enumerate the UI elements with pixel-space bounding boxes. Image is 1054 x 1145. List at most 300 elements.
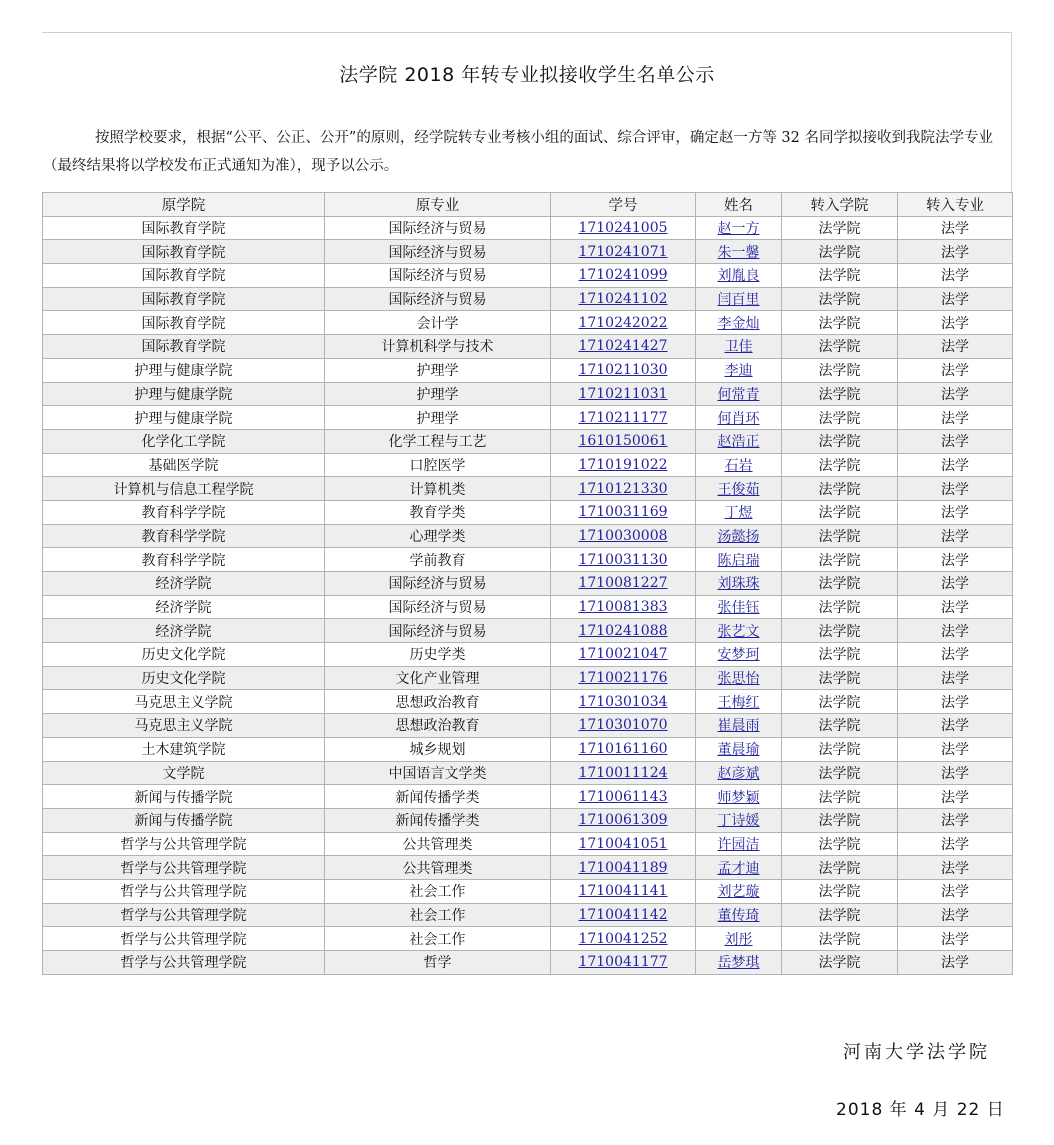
student-name-cell (696, 832, 782, 856)
original-college-cell: 计算机与信息工程学院 (43, 477, 325, 501)
student-id-link[interactable]: 1710301070 (578, 717, 668, 734)
target-major-cell: 法学 (898, 690, 1013, 714)
target-major-cell: 法学 (898, 808, 1013, 832)
target-college-cell: 法学院 (782, 714, 898, 738)
target-college-cell: 法学院 (782, 382, 898, 406)
student-id-link[interactable]: 1710011124 (578, 764, 668, 781)
original-major-cell: 思想政治教育 (325, 714, 551, 738)
page-frame-top (42, 32, 1012, 33)
target-college-cell: 法学院 (782, 548, 898, 572)
target-major-cell: 法学 (898, 572, 1013, 596)
target-college-cell: 法学院 (782, 240, 898, 264)
target-major-cell: 法学 (898, 951, 1013, 975)
original-college-cell: 基础医学院 (43, 453, 325, 477)
table-body (43, 216, 1013, 974)
student-name-cell (696, 808, 782, 832)
student-name-link[interactable]: 赵彦斌 (717, 765, 760, 782)
student-name-cell (696, 927, 782, 951)
student-id-link[interactable]: 1710021176 (578, 670, 668, 687)
target-college-cell: 法学院 (782, 785, 898, 809)
table-row (43, 311, 1013, 335)
table-row (43, 808, 1013, 832)
target-college-cell: 法学院 (782, 666, 898, 690)
target-college-cell: 法学院 (782, 287, 898, 311)
student-name-cell (696, 619, 782, 643)
table-row (43, 927, 1013, 951)
student-name-cell (696, 737, 782, 761)
student-name-link[interactable]: 刘胤良 (717, 268, 760, 285)
original-college-cell: 国际教育学院 (43, 216, 325, 240)
target-major-cell: 法学 (898, 666, 1013, 690)
page-title: 法学院 2018 年转专业拟接收学生名单公示 (339, 64, 715, 86)
table-row (43, 240, 1013, 264)
table-row (43, 737, 1013, 761)
target-college-cell: 法学院 (782, 619, 898, 643)
student-name-link[interactable]: 刘珠珠 (717, 576, 760, 593)
target-college-cell: 法学院 (782, 737, 898, 761)
target-college-cell: 法学院 (782, 335, 898, 359)
original-major-cell: 社会工作 (325, 903, 551, 927)
table-row (43, 714, 1013, 738)
target-college-cell: 法学院 (782, 856, 898, 880)
original-major-cell: 化学工程与工艺 (325, 429, 551, 453)
student-name-cell (696, 856, 782, 880)
original-major-cell: 哲学 (325, 951, 551, 975)
target-major-cell: 法学 (898, 832, 1013, 856)
original-major-cell: 国际经济与贸易 (325, 619, 551, 643)
target-major-cell: 法学 (898, 358, 1013, 382)
original-college-cell: 哲学与公共管理学院 (43, 879, 325, 903)
target-college-cell: 法学院 (782, 524, 898, 548)
student-name-link[interactable]: 王俊茹 (717, 481, 760, 498)
student-name-link[interactable]: 丁煜 (724, 505, 753, 522)
header-original-college: 原学院 (43, 193, 325, 217)
target-college-cell: 法学院 (782, 264, 898, 288)
target-major-cell: 法学 (898, 406, 1013, 430)
table-header (43, 193, 1013, 217)
original-college-cell: 教育科学学院 (43, 524, 325, 548)
student-name-cell (696, 358, 782, 382)
original-college-cell: 经济学院 (43, 572, 325, 596)
intro-paragraph: 按照学校要求，根据“公平、公正、公开”的原则，经学院转专业考核小组的面试、综合评审，确定赵一方等 32 名同学拟接收到我院法学专业（最终结果将以学校发布正式通知为准），现予以公示。 (43, 130, 993, 174)
table-row (43, 358, 1013, 382)
target-college-cell: 法学院 (782, 429, 898, 453)
table-row (43, 690, 1013, 714)
target-college-cell: 法学院 (782, 832, 898, 856)
original-major-cell: 思想政治教育 (325, 690, 551, 714)
table-row (43, 856, 1013, 880)
target-major-cell: 法学 (898, 382, 1013, 406)
student-id-link[interactable]: 1710041252 (578, 930, 668, 947)
student-name-cell (696, 240, 782, 264)
student-id-cell (551, 548, 696, 572)
table-row (43, 879, 1013, 903)
student-name-cell (696, 761, 782, 785)
student-id-cell (551, 264, 696, 288)
student-id-link[interactable]: 1710061309 (578, 812, 668, 829)
student-id-link[interactable]: 1710241088 (578, 622, 668, 639)
student-id-link[interactable]: 1710041141 (578, 883, 668, 900)
original-college-cell: 土木建筑学院 (43, 737, 325, 761)
student-id-cell (551, 240, 696, 264)
student-name-cell (696, 903, 782, 927)
original-college-cell: 历史文化学院 (43, 666, 325, 690)
original-major-cell: 教育学类 (325, 500, 551, 524)
page-frame-right (1011, 32, 1012, 192)
student-id-cell (551, 500, 696, 524)
original-major-cell: 会计学 (325, 311, 551, 335)
student-id-cell (551, 927, 696, 951)
table-row (43, 666, 1013, 690)
table-row (43, 524, 1013, 548)
original-major-cell: 公共管理类 (325, 856, 551, 880)
original-college-cell: 哲学与公共管理学院 (43, 903, 325, 927)
student-id-cell (551, 429, 696, 453)
student-name-link[interactable]: 岳梦琪 (717, 955, 760, 972)
student-id-link[interactable]: 1710061143 (578, 788, 668, 805)
student-id-cell (551, 737, 696, 761)
student-name-link[interactable]: 刘艺璇 (717, 884, 760, 901)
student-id-cell (551, 951, 696, 975)
table-row (43, 643, 1013, 667)
student-name-cell (696, 643, 782, 667)
student-name-link[interactable]: 何肖环 (717, 410, 760, 427)
student-name-link[interactable]: 李迪 (724, 363, 753, 380)
student-id-cell (551, 761, 696, 785)
table-row (43, 216, 1013, 240)
original-college-cell: 国际教育学院 (43, 287, 325, 311)
student-id-link[interactable]: 1710030008 (578, 527, 668, 544)
student-name-link[interactable]: 赵浩正 (717, 434, 760, 451)
original-college-cell: 护理与健康学院 (43, 358, 325, 382)
student-name-cell (696, 264, 782, 288)
student-name-link[interactable]: 何常青 (717, 386, 760, 403)
student-name-cell (696, 406, 782, 430)
student-name-link[interactable]: 陈启瑞 (717, 552, 760, 569)
original-major-cell: 社会工作 (325, 927, 551, 951)
target-college-cell: 法学院 (782, 903, 898, 927)
target-major-cell: 法学 (898, 524, 1013, 548)
student-name-cell (696, 548, 782, 572)
target-college-cell: 法学院 (782, 500, 898, 524)
student-id-link[interactable]: 1710081227 (578, 575, 668, 592)
target-major-cell: 法学 (898, 287, 1013, 311)
student-id-cell (551, 643, 696, 667)
student-name-cell (696, 500, 782, 524)
target-college-cell: 法学院 (782, 311, 898, 335)
target-college-cell: 法学院 (782, 643, 898, 667)
original-major-cell: 国际经济与贸易 (325, 264, 551, 288)
student-id-cell (551, 382, 696, 406)
original-major-cell: 历史学类 (325, 643, 551, 667)
original-major-cell: 护理学 (325, 358, 551, 382)
student-id-cell (551, 856, 696, 880)
original-college-cell: 经济学院 (43, 595, 325, 619)
table-row (43, 429, 1013, 453)
student-id-link[interactable]: 1710242022 (578, 314, 668, 331)
student-name-cell (696, 666, 782, 690)
student-name-link[interactable]: 闫百里 (717, 292, 760, 309)
student-id-link[interactable]: 1710301034 (578, 693, 668, 710)
student-name-link[interactable]: 王梅红 (717, 694, 760, 711)
original-college-cell: 哲学与公共管理学院 (43, 856, 325, 880)
student-name-cell (696, 879, 782, 903)
original-major-cell: 新闻传播学类 (325, 785, 551, 809)
target-college-cell: 法学院 (782, 453, 898, 477)
original-major-cell: 国际经济与贸易 (325, 572, 551, 596)
original-college-cell: 历史文化学院 (43, 643, 325, 667)
table-row (43, 335, 1013, 359)
target-major-cell: 法学 (898, 879, 1013, 903)
student-name-cell (696, 785, 782, 809)
table-row (43, 477, 1013, 501)
table-row (43, 500, 1013, 524)
student-name-cell (696, 714, 782, 738)
table-row (43, 406, 1013, 430)
target-major-cell: 法学 (898, 785, 1013, 809)
student-id-link[interactable]: 1710211177 (578, 409, 668, 426)
target-college-cell: 法学院 (782, 761, 898, 785)
student-id-link[interactable]: 1710031130 (578, 551, 668, 568)
original-major-cell: 文化产业管理 (325, 666, 551, 690)
target-college-cell: 法学院 (782, 951, 898, 975)
target-college-cell: 法学院 (782, 927, 898, 951)
original-major-cell: 国际经济与贸易 (325, 287, 551, 311)
table-row (43, 595, 1013, 619)
student-name-link[interactable]: 董晨瑜 (717, 742, 760, 759)
table-row (43, 619, 1013, 643)
student-id-cell (551, 690, 696, 714)
table-row (43, 287, 1013, 311)
student-name-cell (696, 382, 782, 406)
student-id-link[interactable]: 1610150061 (578, 433, 668, 450)
student-id-cell (551, 335, 696, 359)
original-major-cell: 城乡规划 (325, 737, 551, 761)
student-id-cell (551, 832, 696, 856)
original-major-cell: 新闻传播学类 (325, 808, 551, 832)
target-major-cell: 法学 (898, 761, 1013, 785)
student-id-cell (551, 619, 696, 643)
original-college-cell: 马克思主义学院 (43, 714, 325, 738)
student-name-cell (696, 524, 782, 548)
student-name-link[interactable]: 石岩 (724, 457, 753, 474)
original-college-cell: 护理与健康学院 (43, 382, 325, 406)
target-major-cell: 法学 (898, 737, 1013, 761)
original-college-cell: 新闻与传播学院 (43, 785, 325, 809)
header-row (43, 193, 1013, 217)
table-row (43, 785, 1013, 809)
student-name-cell (696, 311, 782, 335)
target-major-cell: 法学 (898, 548, 1013, 572)
student-name-cell (696, 429, 782, 453)
student-id-cell (551, 808, 696, 832)
original-major-cell: 国际经济与贸易 (325, 240, 551, 264)
student-id-link[interactable]: 1710211031 (578, 385, 668, 402)
table-row (43, 832, 1013, 856)
student-name-cell (696, 287, 782, 311)
header-student-id: 学号 (551, 193, 696, 217)
original-college-cell: 教育科学学院 (43, 500, 325, 524)
student-id-link[interactable]: 1710041177 (578, 954, 668, 971)
target-major-cell: 法学 (898, 619, 1013, 643)
original-college-cell: 文学院 (43, 761, 325, 785)
student-name-cell (696, 572, 782, 596)
target-major-cell: 法学 (898, 429, 1013, 453)
table-row (43, 264, 1013, 288)
table-row (43, 903, 1013, 927)
student-id-cell (551, 666, 696, 690)
student-id-cell (551, 311, 696, 335)
student-id-link[interactable]: 1710191022 (578, 456, 668, 473)
student-name-link[interactable]: 安梦珂 (717, 647, 760, 664)
original-major-cell: 社会工作 (325, 879, 551, 903)
original-college-cell: 教育科学学院 (43, 548, 325, 572)
student-id-link[interactable]: 1710241005 (578, 220, 668, 237)
student-id-link[interactable]: 1710041142 (578, 906, 668, 923)
student-name-cell (696, 690, 782, 714)
target-major-cell: 法学 (898, 477, 1013, 501)
original-college-cell: 哲学与公共管理学院 (43, 927, 325, 951)
target-major-cell: 法学 (898, 903, 1013, 927)
student-id-cell (551, 903, 696, 927)
original-college-cell: 国际教育学院 (43, 240, 325, 264)
target-major-cell: 法学 (898, 856, 1013, 880)
student-id-link[interactable]: 1710241102 (578, 291, 668, 308)
student-id-link[interactable]: 1710241427 (578, 338, 668, 355)
target-college-cell: 法学院 (782, 572, 898, 596)
original-major-cell: 计算机科学与技术 (325, 335, 551, 359)
original-college-cell: 国际教育学院 (43, 335, 325, 359)
student-name-cell (696, 453, 782, 477)
target-college-cell: 法学院 (782, 216, 898, 240)
student-id-cell (551, 572, 696, 596)
original-major-cell: 学前教育 (325, 548, 551, 572)
student-name-link[interactable]: 许园洁 (717, 836, 760, 853)
original-major-cell: 计算机类 (325, 477, 551, 501)
student-id-link[interactable]: 1710211030 (578, 362, 668, 379)
original-college-cell: 护理与健康学院 (43, 406, 325, 430)
student-id-link[interactable]: 1710031169 (578, 504, 668, 521)
student-id-link[interactable]: 1710121330 (578, 480, 668, 497)
student-name-link[interactable]: 师梦颖 (717, 789, 760, 806)
target-major-cell: 法学 (898, 240, 1013, 264)
target-major-cell: 法学 (898, 643, 1013, 667)
student-id-link[interactable]: 1710241099 (578, 267, 668, 284)
student-id-cell (551, 287, 696, 311)
student-id-cell (551, 785, 696, 809)
original-college-cell: 经济学院 (43, 619, 325, 643)
target-college-cell: 法学院 (782, 690, 898, 714)
student-id-link[interactable]: 1710081383 (578, 599, 668, 616)
student-id-link[interactable]: 1710041051 (578, 835, 668, 852)
student-name-link[interactable]: 赵一方 (717, 221, 760, 238)
target-major-cell: 法学 (898, 714, 1013, 738)
original-college-cell: 哲学与公共管理学院 (43, 951, 325, 975)
student-id-link[interactable]: 1710241071 (578, 243, 668, 260)
student-name-link[interactable]: 董传琦 (717, 907, 760, 924)
date: 2018 年 4 月 22 日 (836, 1100, 1005, 1120)
student-name-link[interactable]: 张艺文 (717, 623, 760, 640)
student-id-cell (551, 714, 696, 738)
original-major-cell: 护理学 (325, 382, 551, 406)
student-id-cell (551, 595, 696, 619)
target-major-cell: 法学 (898, 216, 1013, 240)
table-row (43, 572, 1013, 596)
target-major-cell: 法学 (898, 264, 1013, 288)
header-name: 姓名 (696, 193, 782, 217)
student-id-link[interactable]: 1710021047 (578, 646, 668, 663)
student-name-link[interactable]: 朱一馨 (717, 244, 760, 261)
target-major-cell: 法学 (898, 500, 1013, 524)
student-id-cell (551, 477, 696, 501)
original-college-cell: 哲学与公共管理学院 (43, 832, 325, 856)
original-college-cell: 国际教育学院 (43, 264, 325, 288)
target-college-cell: 法学院 (782, 406, 898, 430)
student-id-cell (551, 216, 696, 240)
original-college-cell: 新闻与传播学院 (43, 808, 325, 832)
header-target-college: 转入学院 (782, 193, 898, 217)
student-id-link[interactable]: 1710161160 (578, 741, 668, 758)
original-major-cell: 口腔医学 (325, 453, 551, 477)
signature: 河南大学法学院 (843, 1042, 990, 1063)
table-row (43, 951, 1013, 975)
student-name-link[interactable]: 李金灿 (717, 315, 760, 332)
original-college-cell: 马克思主义学院 (43, 690, 325, 714)
student-name-link[interactable]: 孟才迪 (717, 860, 760, 877)
original-major-cell: 国际经济与贸易 (325, 216, 551, 240)
student-id-cell (551, 453, 696, 477)
original-major-cell: 公共管理类 (325, 832, 551, 856)
student-name-link[interactable]: 丁诗媛 (717, 813, 760, 830)
original-major-cell: 中国语言文学类 (325, 761, 551, 785)
table-row (43, 382, 1013, 406)
student-name-link[interactable]: 汤懿扬 (717, 528, 760, 545)
target-major-cell: 法学 (898, 927, 1013, 951)
target-college-cell: 法学院 (782, 477, 898, 501)
student-name-cell (696, 595, 782, 619)
original-major-cell: 心理学类 (325, 524, 551, 548)
target-college-cell: 法学院 (782, 808, 898, 832)
student-name-cell (696, 335, 782, 359)
student-id-cell (551, 524, 696, 548)
student-name-link[interactable]: 刘彤 (724, 931, 753, 948)
student-list-table (42, 192, 1013, 975)
original-major-cell: 护理学 (325, 406, 551, 430)
student-id-cell (551, 406, 696, 430)
target-major-cell: 法学 (898, 311, 1013, 335)
target-major-cell: 法学 (898, 335, 1013, 359)
header-original-major: 原专业 (325, 193, 551, 217)
student-name-link[interactable]: 张佳钰 (717, 600, 760, 617)
table-row (43, 453, 1013, 477)
student-id-link[interactable]: 1710041189 (578, 859, 668, 876)
student-name-cell (696, 216, 782, 240)
target-college-cell: 法学院 (782, 358, 898, 382)
table-row (43, 761, 1013, 785)
original-college-cell: 国际教育学院 (43, 311, 325, 335)
original-college-cell: 化学化工学院 (43, 429, 325, 453)
student-name-cell (696, 477, 782, 501)
original-major-cell: 国际经济与贸易 (325, 595, 551, 619)
student-id-cell (551, 358, 696, 382)
student-name-cell (696, 951, 782, 975)
target-major-cell: 法学 (898, 595, 1013, 619)
target-major-cell: 法学 (898, 453, 1013, 477)
target-college-cell: 法学院 (782, 879, 898, 903)
student-name-link[interactable]: 张思怡 (717, 671, 760, 688)
student-name-link[interactable]: 卫佳 (724, 339, 753, 356)
student-name-link[interactable]: 崔晨雨 (717, 718, 760, 735)
